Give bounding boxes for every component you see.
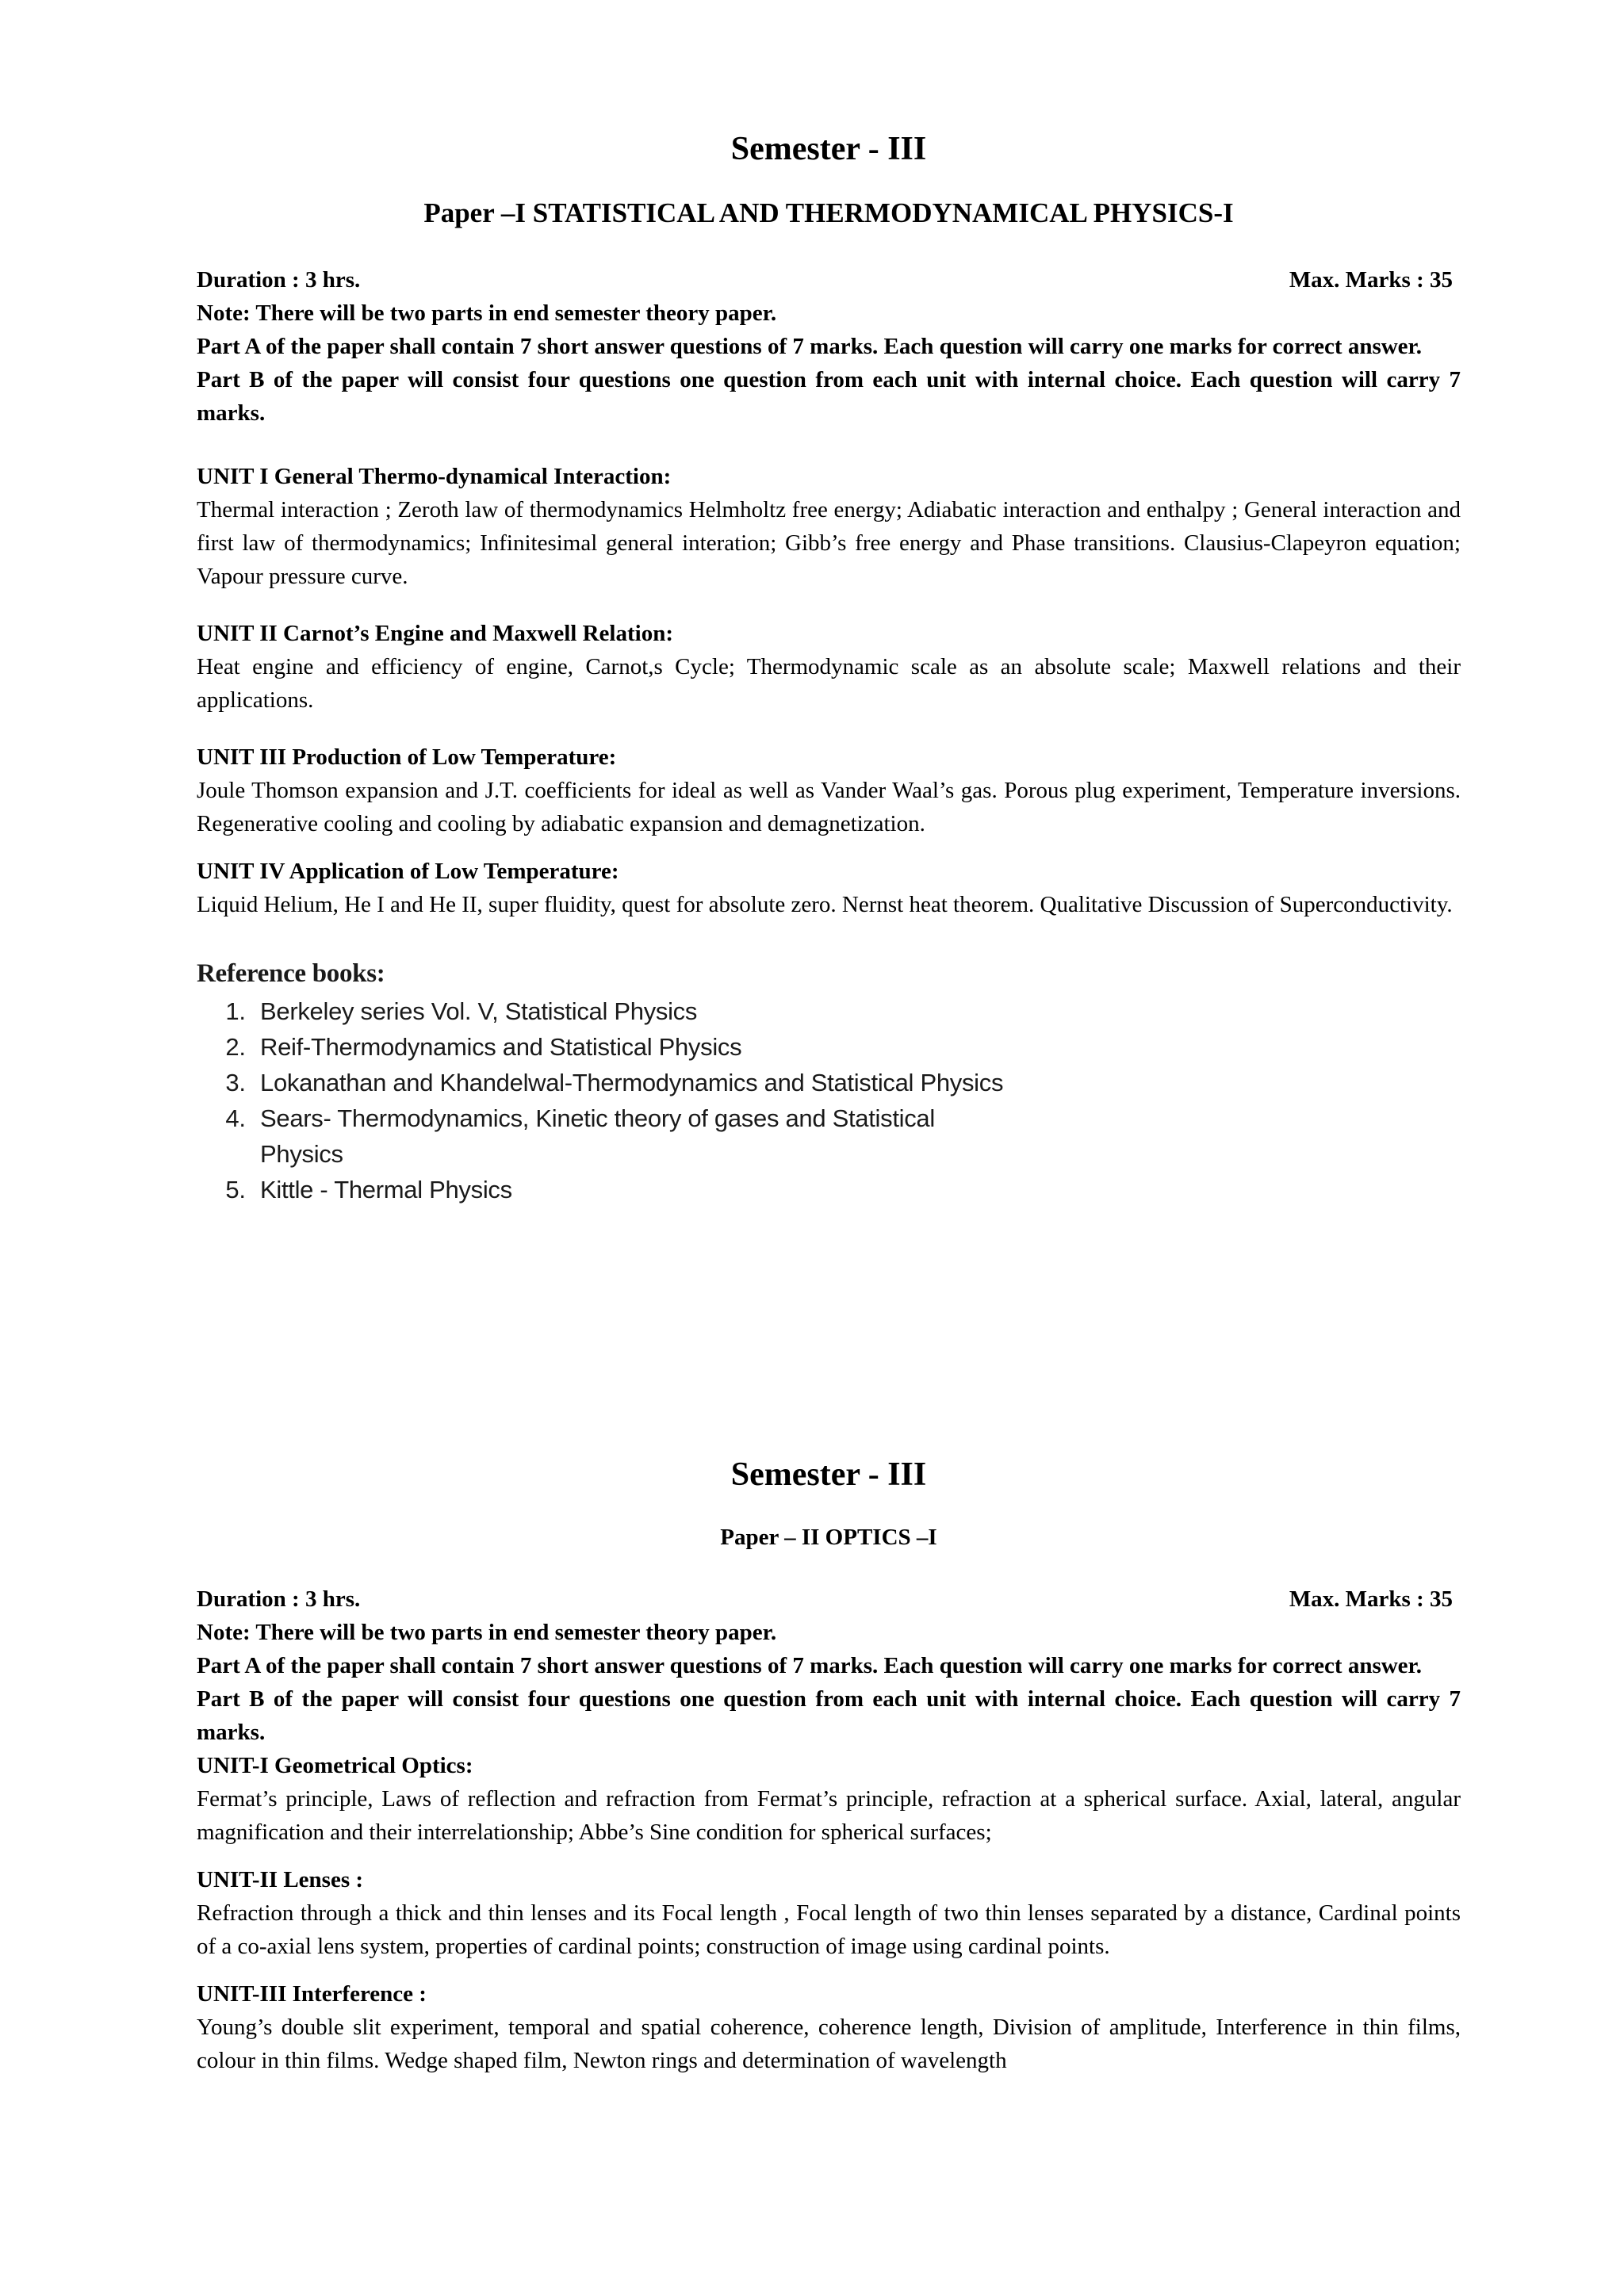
unit-body: Fermat’s principle, Laws of reflection and refraction from Fermat’s principle, refraction at a spherical surface. Axial, lateral, angular magnification and their interrelationship; Abbe’s Sine condition for spherical surfaces; (197, 1786, 1461, 1845)
unit-heading: UNIT-III Interference : (197, 1981, 427, 2007)
unit-heading: UNIT I General Thermo-dynamical Interaction: (197, 464, 672, 489)
unit-block (197, 1749, 1461, 1849)
reference-item: 3. Lokanathan and Khandelwal-Thermodynamics and Statistical Physics (252, 1065, 1021, 1100)
unit-block (197, 460, 1461, 593)
semester-title: Semester - III (730, 131, 927, 167)
reference-item: 1. Berkeley series Vol. V, Statistical Physics (252, 993, 1021, 1029)
part-b-description: Part B of the paper will consist four questions one question from each unit with internal choice. Each question will carry 7 marks. (197, 367, 1461, 426)
exam-note: Note: There will be two parts in end semester theory paper. (197, 1620, 777, 1645)
reference-item: 2. Reif-Thermodynamics and Statistical Physics (252, 1029, 1021, 1065)
unit-body: Liquid Helium, He I and He II, super fluidity, quest for absolute zero. Nernst heat theorem. Qualitative Discussion of Superconductivity. (197, 892, 1453, 917)
max-marks: Max. Marks : 35 (1289, 267, 1453, 293)
unit-block (197, 1977, 1461, 2077)
unit-body: Young’s double slit experiment, temporal and spatial coherence, coherence length, Division of amplitude, Interference in thin films, colour in thin films. Wedge shaped film, Newton rings and determination of wavelength (197, 2015, 1461, 2073)
reference-item: 5. Kittle - Thermal Physics (252, 1172, 1021, 1207)
duration-row (197, 1582, 1461, 1616)
part-b-description: Part B of the paper will consist four questions one question from each unit with internal choice. Each question will carry 7 marks. (197, 1686, 1461, 1745)
reference-item: 4. Sears- Thermodynamics, Kinetic theory of gases and Statistical Physics (252, 1100, 1021, 1172)
unit-heading: UNIT-II Lenses : (197, 1867, 364, 1892)
part-a-description: Part A of the paper shall contain 7 short answer questions of 7 marks. Each question will carry one marks for correct answer. (197, 1653, 1423, 1678)
unit-body: Heat engine and efficiency of engine, Carnot,s Cycle; Thermodynamic scale as an absolute scale; Maxwell relations and their applications. (197, 654, 1461, 713)
unit-heading: UNIT III Production of Low Temperature: (197, 744, 617, 770)
unit-body: Refraction through a thick and thin lenses and its Focal length , Focal length of two thin lenses separated by a distance, Cardinal points of a co-axial lens system, properties of cardinal points; construction of image using cardinal points. (197, 1900, 1461, 1959)
duration-row (197, 263, 1461, 297)
reference-books-title: Reference books: (197, 959, 385, 988)
unit-body: Joule Thomson expansion and J.T. coefficients for ideal as well as Vander Waal’s gas. Porous plug experiment, Temperature inversions. Regenerative cooling and cooling by adiabatic expansion and demagnetization. (197, 778, 1461, 836)
unit-heading: UNIT IV Application of Low Temperature: (197, 859, 619, 884)
paper-title: Paper –I STATISTICAL AND THERMODYNAMICAL PHYSICS-I (423, 197, 1234, 228)
paper-1-section (197, 125, 1461, 1207)
unit-block (197, 1863, 1461, 1963)
unit-heading: UNIT II Carnot’s Engine and Maxwell Relation: (197, 621, 673, 646)
duration: Duration : 3 hrs. (197, 1586, 361, 1612)
reference-list (197, 993, 1021, 1207)
unit-block (197, 617, 1461, 717)
reference-books (197, 956, 1021, 1207)
exam-note: Note: There will be two parts in end semester theory paper. (197, 300, 777, 326)
unit-block (197, 740, 1461, 840)
unit-block (197, 855, 1461, 921)
unit-body: Thermal interaction ; Zeroth law of thermodynamics Helmholtz free energy; Adiabatic interaction and enthalpy ; General interaction and first law of thermodynamics; Infinitesimal general interation; Gibb’s free energy and Phase transitions. Clausius-Clapeyron equation; Vapour pressure curve. (197, 497, 1461, 589)
part-a-description: Part A of the paper shall contain 7 short answer questions of 7 marks. Each question will carry one marks for correct answer. (197, 334, 1423, 359)
paper-title: Paper – II OPTICS –I (720, 1525, 937, 1550)
max-marks: Max. Marks : 35 (1289, 1586, 1453, 1612)
semester-title: Semester - III (730, 1456, 927, 1493)
paper-2-section (197, 1451, 1461, 2077)
unit-heading: UNIT-I Geometrical Optics: (197, 1753, 473, 1778)
duration: Duration : 3 hrs. (197, 267, 361, 293)
